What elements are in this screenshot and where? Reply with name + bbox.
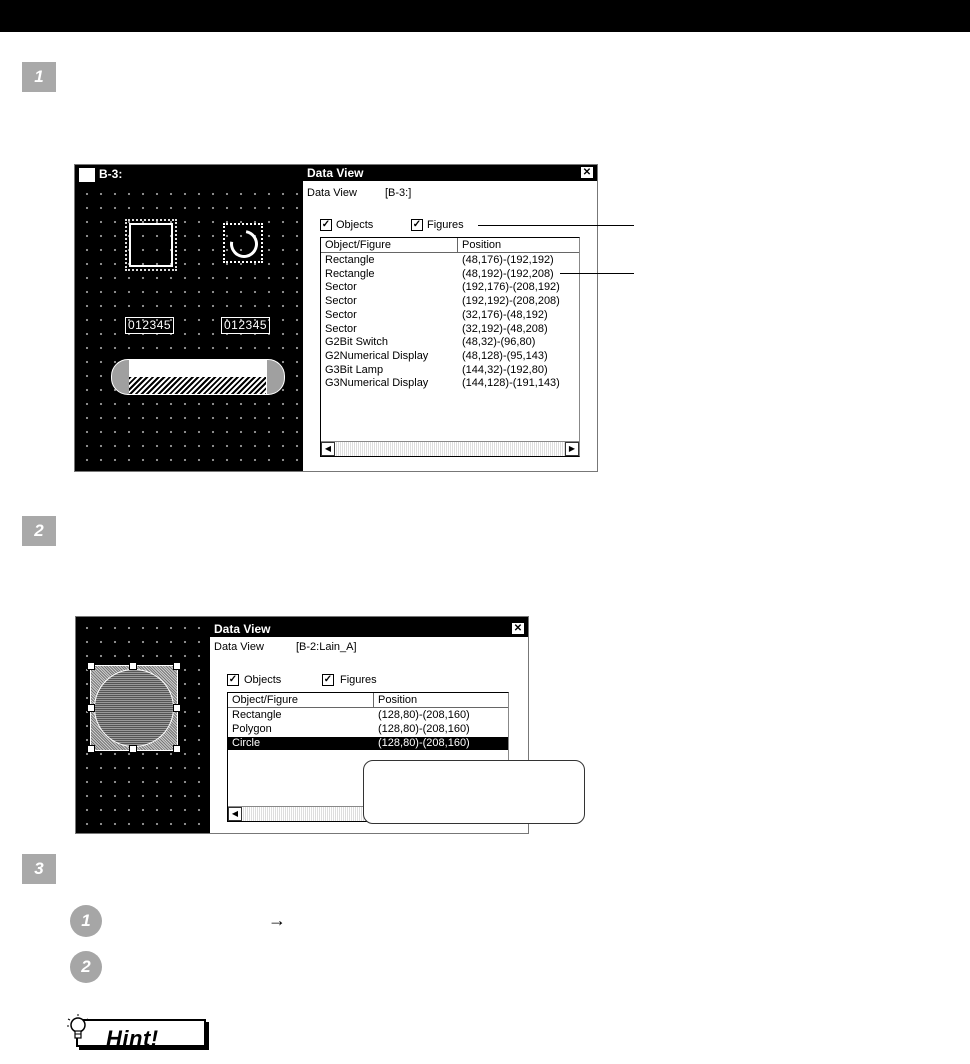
list-item-name: Circle <box>232 737 261 749</box>
close-icon[interactable]: ✕ <box>513 623 523 634</box>
figures-checkbox-label[interactable]: Figures <box>340 674 377 686</box>
list-item[interactable] <box>321 336 579 349</box>
list-item-position: (128,80)-(208,160) <box>378 709 470 721</box>
object-figure-list[interactable] <box>320 237 580 457</box>
step-badge-1: 1 <box>22 62 56 92</box>
list-item-position: (128,80)-(208,160) <box>378 723 470 735</box>
list-item-position: (144,128)-(191,143) <box>462 377 560 390</box>
list-item-position: (128,80)-(208,160) <box>378 737 470 749</box>
callout-leader-list <box>560 273 634 274</box>
list-item-name: G3Numerical Display <box>325 377 429 390</box>
data-view-titlebar <box>210 621 528 637</box>
list-item[interactable] <box>321 377 579 390</box>
resize-handle[interactable] <box>173 704 181 712</box>
data-view-label: Data View <box>214 641 264 653</box>
screen-editor-title: B-3: <box>99 167 123 181</box>
list-item[interactable] <box>321 281 579 294</box>
resize-handle[interactable] <box>129 745 137 753</box>
list-item-position: (48,176)-(192,192) <box>462 254 554 266</box>
data-view-label: Data View <box>307 187 357 199</box>
scroll-left-icon[interactable]: ◀ <box>228 807 242 821</box>
column-header-position[interactable]: Position <box>462 239 502 251</box>
list-item-position: (48,128)-(95,143) <box>462 349 548 362</box>
list-item-position: (32,192)-(48,208) <box>462 322 548 335</box>
resize-handle[interactable] <box>173 662 181 670</box>
list-item[interactable] <box>321 254 579 267</box>
list-item-name: Rectangle <box>232 709 282 721</box>
callout-box <box>363 760 585 824</box>
sector-right-figure <box>266 360 284 394</box>
sector-left-figure <box>112 360 130 394</box>
screen-reference: [B-2:Lain_A] <box>296 641 357 653</box>
list-item[interactable] <box>321 323 579 336</box>
list-item-name: G3Bit Lamp <box>325 363 384 376</box>
list-item-position: (48,192)-(192,208) <box>462 267 554 280</box>
column-header-object-figure[interactable]: Object/Figure <box>228 693 374 707</box>
app-icon <box>79 168 95 182</box>
list-item-name: Sector <box>325 281 357 294</box>
objects-checkbox-label[interactable]: Objects <box>336 219 374 231</box>
list-item[interactable] <box>321 364 579 377</box>
resize-handle[interactable] <box>87 662 95 670</box>
step-badge-3: 3 <box>22 854 56 884</box>
circle-figure <box>94 669 174 747</box>
list-item-name: Rectangle <box>325 267 375 280</box>
screenshot-1 <box>74 164 598 472</box>
bit-lamp-object[interactable] <box>223 223 263 263</box>
column-header-position[interactable]: Position <box>378 694 418 706</box>
list-item-position: (192,176)-(208,192) <box>462 281 560 294</box>
list-item[interactable] <box>228 723 508 736</box>
figure-bar-shape[interactable] <box>111 359 285 395</box>
scroll-left-icon[interactable]: ◀ <box>321 442 335 456</box>
list-item[interactable] <box>321 295 579 308</box>
list-item-position: (144,32)-(192,80) <box>462 363 548 376</box>
arrow-icon: → <box>268 910 286 930</box>
resize-handle[interactable] <box>173 745 181 753</box>
figures-checkbox-label[interactable]: Figures <box>427 219 464 231</box>
list-item-position: (192,192)-(208,208) <box>462 295 560 308</box>
data-view-titlebar <box>303 165 597 181</box>
list-item-position: (48,32)-(96,80) <box>462 336 536 349</box>
lightbulb-icon <box>66 1013 96 1045</box>
step-badge-2: 2 <box>22 516 56 546</box>
rectangle-hatched-figure <box>129 377 267 394</box>
list-header <box>321 238 579 253</box>
list-item[interactable] <box>321 309 579 322</box>
figures-checkbox[interactable]: ✓ <box>323 674 333 685</box>
resize-handle[interactable] <box>87 745 95 753</box>
screen-editor-pane[interactable] <box>75 165 301 471</box>
bit-switch-object[interactable] <box>129 223 173 267</box>
list-item-name: G2Numerical Display <box>325 349 429 362</box>
objects-checkbox[interactable]: ✓ <box>321 219 331 230</box>
callout-leader-figures <box>478 225 634 226</box>
data-view-window <box>303 165 597 471</box>
numerical-display-right[interactable]: 012345 <box>221 317 270 334</box>
list-item[interactable] <box>228 709 508 722</box>
screen-reference: [B-3:] <box>385 187 412 199</box>
screen-editor-titlebar <box>75 165 301 183</box>
data-view-title: Data View <box>214 622 271 636</box>
list-item[interactable] <box>321 268 579 281</box>
column-header-object-figure[interactable]: Object/Figure <box>321 238 458 252</box>
scroll-right-icon[interactable]: ▶ <box>565 442 579 456</box>
numerical-display-left[interactable]: 012345 <box>125 317 174 334</box>
hint-text: Hint! <box>106 1026 159 1051</box>
substep-badge-1: 1 <box>70 905 102 937</box>
list-header <box>228 693 508 708</box>
substep-badge-2: 2 <box>70 951 102 983</box>
objects-checkbox-label[interactable]: Objects <box>244 674 282 686</box>
list-item-name: Sector <box>325 295 357 308</box>
screen-editor-pane[interactable] <box>76 617 208 833</box>
data-view-title: Data View <box>307 166 364 180</box>
horizontal-scrollbar[interactable] <box>321 441 579 456</box>
objects-checkbox[interactable]: ✓ <box>228 674 238 685</box>
selected-figure[interactable] <box>90 665 178 751</box>
list-item-name: Rectangle <box>325 254 375 266</box>
resize-handle[interactable] <box>87 704 95 712</box>
hint-label <box>66 1013 206 1051</box>
list-item-name: Sector <box>325 322 357 335</box>
list-item[interactable] <box>228 737 508 750</box>
close-icon[interactable]: ✕ <box>582 167 592 178</box>
resize-handle[interactable] <box>129 662 137 670</box>
list-item-name: Sector <box>325 308 357 321</box>
list-item-name: G2Bit Switch <box>325 336 388 349</box>
list-item-name: Polygon <box>232 723 272 735</box>
figures-checkbox[interactable]: ✓ <box>412 219 422 230</box>
list-item-position: (32,176)-(48,192) <box>462 308 548 321</box>
page-header-bar <box>0 0 970 32</box>
list-item[interactable] <box>321 350 579 363</box>
